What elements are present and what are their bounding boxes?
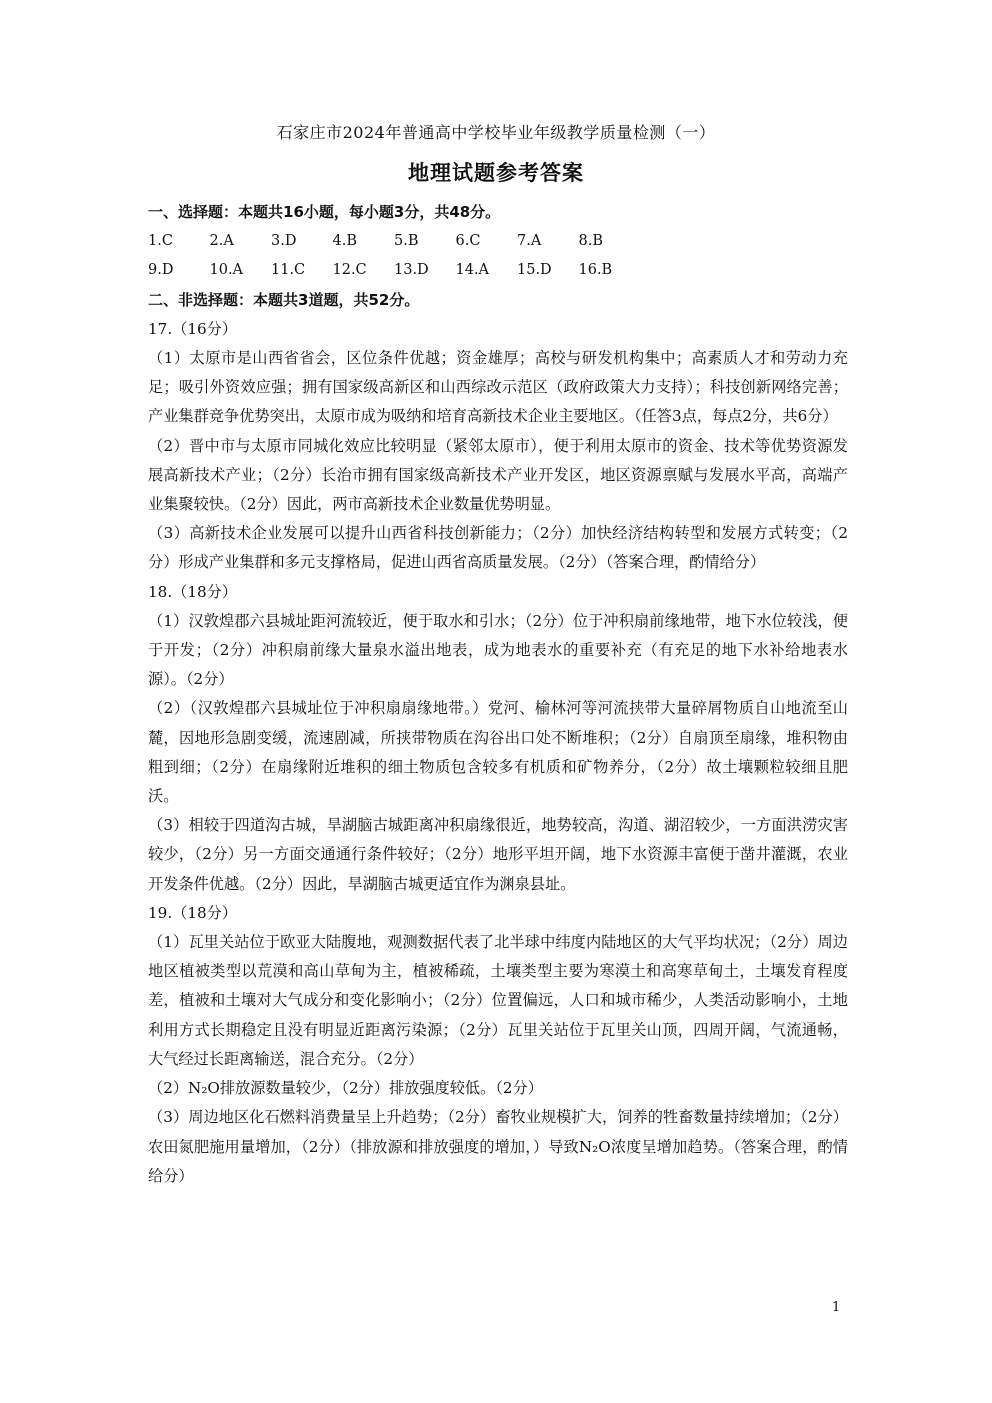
answer-item: 2.A xyxy=(209,233,234,250)
question-19-label: 19.（18分） xyxy=(148,903,238,922)
question-17-part-3: （3）高新技术企业发展可以提升山西省科技创新能力；（2分）加快经济结构转型和发展方式转变；（2分）形成产业集群和多元支撑格局，促进山西省高质量发展。（2分）（答案合理，酌情给分） xyxy=(148,524,848,572)
answer-item: 14.A xyxy=(455,262,490,279)
answer-row-1 xyxy=(148,227,848,256)
answer-item: 16.B xyxy=(578,262,613,279)
answer-item: 4.B xyxy=(332,233,357,250)
answer-item: 11.C xyxy=(271,262,306,279)
question-19-part-3: （3）周边地区化石燃料消费量呈上升趋势；（2分）畜牧业规模扩大，饲养的牲畜数量持续增加；（2分）农田氮肥施用量增加，（2分）（排放源和排放强度的增加，）导致N₂O浓度呈增加趋势。（答案合理，酌情给分） xyxy=(148,1108,848,1185)
question-17-part-2: （2）晋中市与太原市同城化效应比较明显（紧邻太原市），便于利用太原市的资金、技术等优势资源发展高新技术产业；（2分）长治市拥有国家级高新技术产业开发区，地区资源禀赋与发展水平高，高端产业集聚较快。（2分）因此，两市高新技术企业数量优势明显。 xyxy=(148,436,848,514)
answer-item: 3.D xyxy=(271,233,297,250)
page-title: 地理试题参考答案 xyxy=(408,161,584,185)
question-18-label: 18.（18分） xyxy=(148,582,238,601)
answer-item: 15.D xyxy=(517,262,552,279)
answer-item: 6.C xyxy=(455,233,481,250)
answer-item: 5.B xyxy=(394,233,419,250)
answer-row-2 xyxy=(148,256,848,285)
section-heading-non-choice: 二、非选择题：本题共3道题，共52分。 xyxy=(148,290,420,309)
question-18-part-3: （3）相较于四道沟古城，旱湖脑古城距离冲积扇缘很近，地势较高，沟道、湖沼较少，一方面洪涝灾害较少，（2分）另一方面交通通行条件较好；（2分）地形平坦开阔，地下水资源丰富便于凿井灌溉，农业开发条件优越。（2分）因此，旱湖脑古城更适宜作为渊泉县址。 xyxy=(148,816,848,893)
exam-subtitle: 石家庄市2024年普通高中学校毕业年级教学质量检测（一） xyxy=(276,123,716,142)
page-number: 1 xyxy=(832,1300,841,1315)
question-18-part-2: （2）（汉敦煌郡六县城址位于冲积扇扇缘地带。）党河、榆林河等河流挟带大量碎屑物质自山地流至山麓，因地形急剧变缓，流速剧减，所挟带物质在沟谷出口处不断堆积；（2分）自扇顶至扇缘，堆积物由粗到细；（2分）在扇缘附近堆积的细土物质包含较多有机质和矿物养分，（2分）故土壤颗粒较细且肥沃。 xyxy=(148,699,848,806)
answer-item: 12.C xyxy=(332,262,367,279)
question-18-part-1: （1）汉敦煌郡六县城址距河流较近，便于取水和引水；（2分）位于冲积扇前缘地带，地下水位较浅，便于开发；（2分）冲积扇前缘大量泉水溢出地表，成为地表水的重要补充（有充足的地下水补给地表水源）。（2分） xyxy=(148,611,848,689)
question-17-label: 17.（16分） xyxy=(148,319,238,338)
question-19-part-2: （2）N₂O排放源数量较少，（2分）排放强度较低。（2分） xyxy=(148,1079,543,1098)
answer-item: 10.A xyxy=(209,262,244,279)
answer-item: 1.C xyxy=(148,233,173,250)
question-19-part-1: （1）瓦里关站位于欧亚大陆腹地，观测数据代表了北半球中纬度内陆地区的大气平均状况；（2分）周边地区植被类型以荒漠和高山草甸为主，植被稀疏，土壤类型主要为寒漠土和高寒草甸土，土壤发育程度差，植被和土壤对大气成分和变化影响小；（2分）位置偏远，人口和城市稀少，人类活动影响小，土地利用方式长期稳定且没有明显近距离污染源；（2分）瓦里关站位于瓦里关山顶，四周开阔，气流通畅，大气经过长距离输送，混合充分。（2分） xyxy=(148,933,848,1068)
question-17-part-1: （1）太原市是山西省省会，区位条件优越；资金雄厚；高校与研发机构集中；高素质人才和劳动力充足；吸引外资效应强；拥有国家级高新区和山西综改示范区（政府政策大力支持）；科技创新网络完善；产业集群竞争优势突出，太原市成为吸纳和培育高新技术企业主要地区。（任答3点，每点2分，共6分） xyxy=(148,349,848,426)
answer-content xyxy=(148,198,848,1191)
answer-item: 9.D xyxy=(148,262,174,279)
answer-item: 13.D xyxy=(394,262,429,279)
answer-item: 7.A xyxy=(517,233,542,250)
section-heading-multiple-choice: 一、选择题：本题共16小题，每小题3分，共48分。 xyxy=(148,203,501,221)
answer-item: 8.B xyxy=(578,233,603,250)
